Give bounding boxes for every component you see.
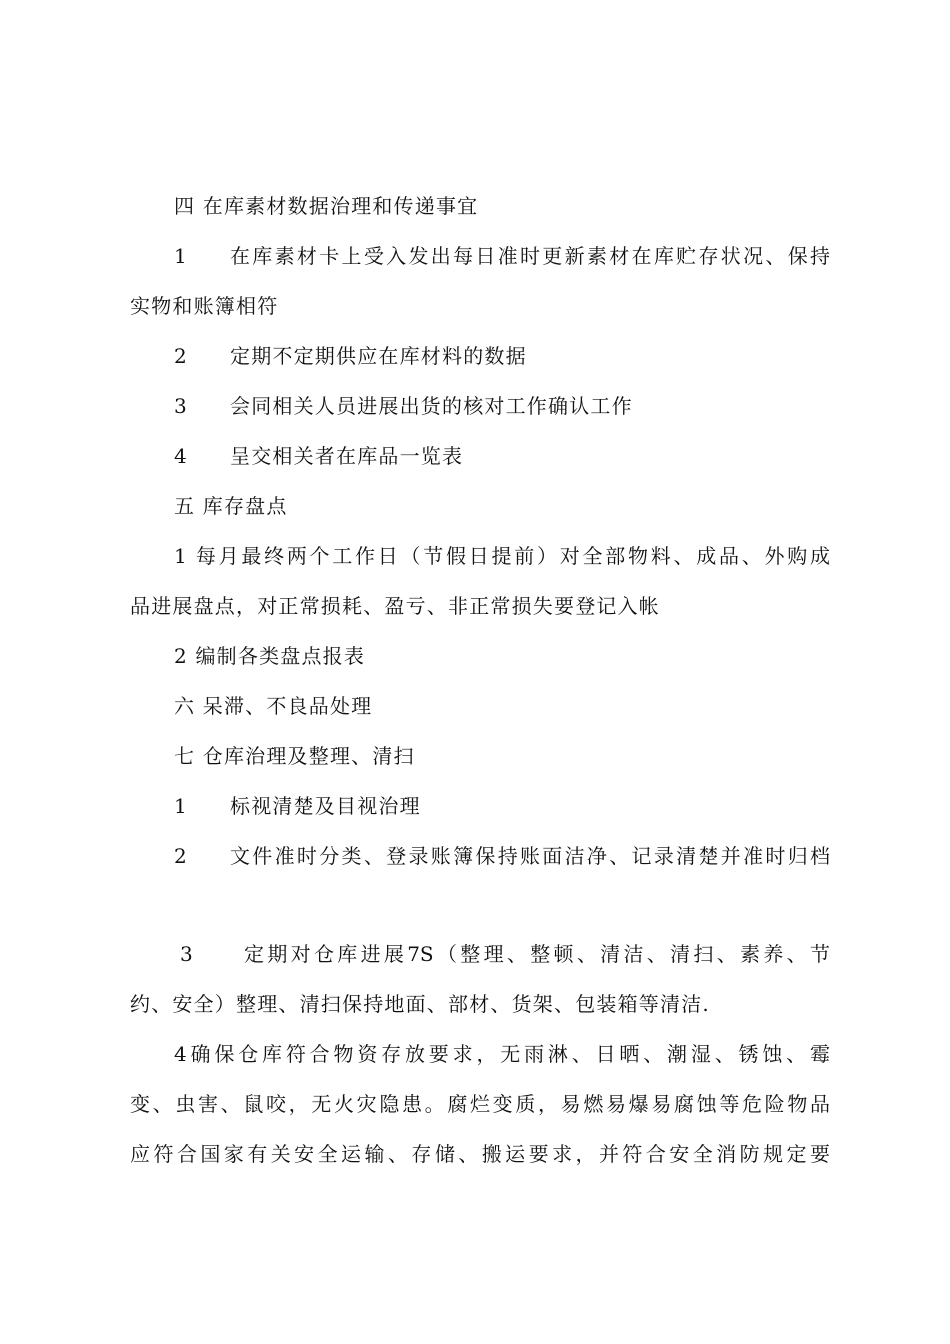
section-4-item-1-number: 1 bbox=[174, 244, 187, 268]
section-4-item-4-text: 呈交相关者在库品一览表 bbox=[230, 444, 464, 468]
section-5-item-1-line-2: 品进展盘点，对正常损耗、盈亏、非正常损失要登记入帐 bbox=[130, 594, 660, 618]
section-4-item-2-number: 2 bbox=[174, 344, 187, 368]
section-4-item-1-line-2: 实物和账簿相符 bbox=[130, 294, 279, 318]
section-4-item-2-text: 定期不定期供应在库材料的数据 bbox=[230, 344, 527, 368]
section-7-item-4-line-3: 应符合国家有关安全运输、存储、搬运要求，并符合安全消防规定要 bbox=[130, 1142, 830, 1166]
section-7-item-2-number: 2 bbox=[174, 844, 187, 868]
section-5-heading: 五 库存盘点 bbox=[174, 494, 288, 518]
section-5-item-2: 2 编制各类盘点报表 bbox=[174, 644, 366, 668]
section-7-item-3-line-1: 定期对仓库进展7S（整理、整顿、清洁、清扫、素养、节 bbox=[244, 942, 830, 966]
section-4-item-3-number: 3 bbox=[174, 394, 187, 418]
section-4-heading: 四 在库素材数据治理和传递事宜 bbox=[174, 194, 479, 218]
section-4-item-3-text: 会同相关人员进展出货的核对工作确认工作 bbox=[230, 394, 633, 418]
section-7-item-4-line-1: 4确保仓库符合物资存放要求，无雨淋、日晒、潮湿、锈蚀、霉 bbox=[174, 1042, 830, 1066]
section-4-item-4-number: 4 bbox=[174, 444, 187, 468]
section-7-heading: 七 仓库治理及整理、清扫 bbox=[174, 744, 415, 768]
section-7-item-3-line-2: 约、安全）整理、清扫保持地面、部材、货架、包装箱等清洁. bbox=[130, 992, 710, 1016]
section-7-item-1-number: 1 bbox=[174, 794, 187, 818]
section-7-item-4-line-2: 变、虫害、鼠咬，无火灾隐患。腐烂变质，易燃易爆易腐蚀等危险物品 bbox=[130, 1092, 830, 1116]
section-4-item-1-line-1: 在库素材卡上受入发出每日准时更新素材在库贮存状况、保持 bbox=[230, 244, 830, 268]
section-5-item-1-line-1: 1 每月最终两个工作日（节假日提前）对全部物料、成品、外购成 bbox=[174, 544, 830, 568]
section-7-item-3-number: 3 bbox=[180, 942, 193, 966]
section-6-heading: 六 呆滞、不良品处理 bbox=[174, 694, 373, 718]
section-7-item-2-text: 文件准时分类、登录账簿保持账面洁净、记录清楚并准时归档 bbox=[230, 844, 830, 868]
section-7-item-1-text: 标视清楚及目视治理 bbox=[230, 794, 421, 818]
